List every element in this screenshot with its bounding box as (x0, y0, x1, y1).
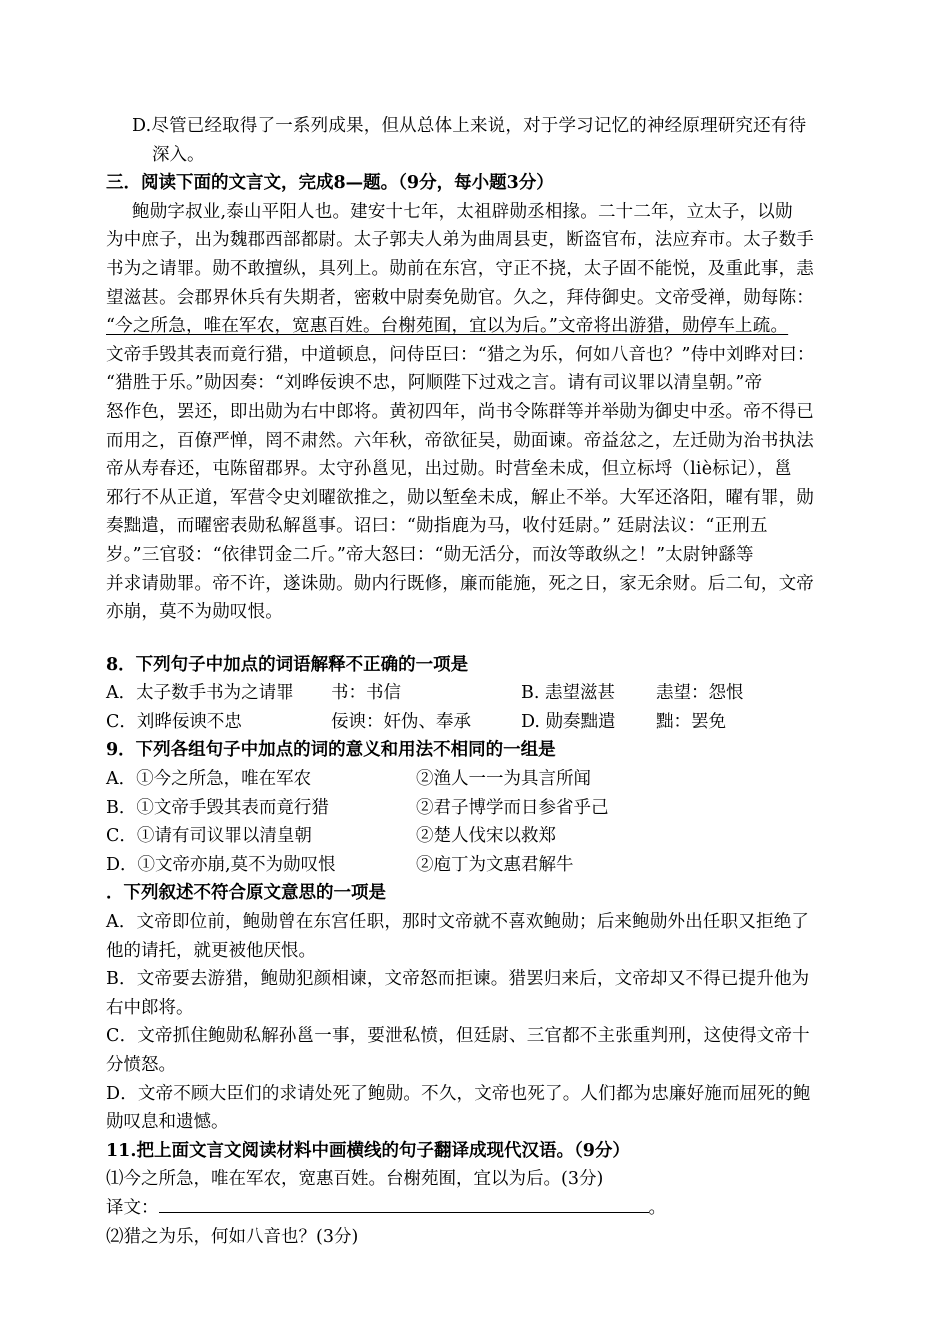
q9-option-row (106, 851, 880, 880)
q11-answer-end: 。 (648, 1197, 666, 1218)
q8-option-row (106, 708, 880, 737)
passage-line: 而用之，百僚严惮，罔不肃然。六年秋，帝欲征吴，勋面谏。帝益忿之，左迁勋为治书执法 (106, 430, 814, 451)
q9-option-b-2: ②君子博学而日参省乎己 (416, 797, 609, 818)
passage-line: 邪行不从正道，军营令史刘曜欲推之，勋以堑垒未成，解止不举。大军还洛阳，曜有罪，勋 (106, 487, 814, 508)
passage-line: 文帝手毁其表而竟行猎，中道顿息，问侍臣曰：“猎之为乐，何如八音也？”侍中刘晔对曰： (106, 344, 815, 365)
section-gap (106, 627, 880, 651)
q10-title: ．下列叙述不符合原文意思的一项是 (106, 883, 386, 904)
q10-option-line: C．文帝抓住鲍勋私解孙邕一事，要泄私愤，但廷尉、三官都不主张重判刑，这使得文帝十 (106, 1026, 810, 1047)
q11-item-1: ⑴今之所急，唯在军农，宽惠百姓。台榭苑囿，宜以为后。(3分) (106, 1169, 604, 1190)
q8-option-d: D. 勋奏黜遣 (521, 711, 616, 732)
passage-line: 岁。”三官驳：“依律罚金二斤。”帝大怒曰：“勋无活分，而汝等敢纵之！”太尉钟繇等 (106, 544, 754, 565)
q8-option-a-gloss: 书：书信 (331, 683, 401, 704)
passage (106, 198, 880, 627)
passage-line: 帝从寿春还，屯陈留郡界。太守孙邕见，出过勋。时营垒未成，但立标埒（liè标记），邕 (106, 459, 792, 480)
q10-option-line: A．文帝即位前，鲍勋曾在东宫任职，那时文帝就不喜欢鲍勋；后来鲍勋外出任职又拒绝了 (106, 912, 810, 933)
q10-option-line: D．文帝不顾大臣们的求请处死了鲍勋。不久，文帝也死了。人们都为忠廉好施而屈死的鲍 (106, 1083, 811, 1104)
answer-blank-line[interactable] (159, 1194, 649, 1213)
passage-line: “猎胜于乐。”勋因奏：“刘晔佞谀不忠，阿顺陛下过戏之言。请有司议罪以清皇朝。”帝 (106, 373, 763, 394)
passage-line: 亦崩，莫不为勋叹恨。 (106, 602, 283, 623)
prev-option-d-line2: 深入。 (152, 144, 205, 165)
q9-option-b-1: B．①文帝手毁其表而竟行猎 (106, 797, 329, 818)
passage-line: 奏黜遣，而曜密表勋私解邕事。诏曰：“勋指鹿为马，收付廷尉。” 廷尉法议：“正刑五 (106, 516, 768, 537)
q11-title: 11.把上面文言文阅读材料中画横线的句子翻译成现代汉语。（9分） (106, 1140, 630, 1161)
q8-option-c: C．刘晔佞谀不忠 (106, 711, 242, 732)
q8-option-d-gloss: 黜：罢免 (656, 711, 726, 732)
q8-title: 8．下列句子中加点的词语解释不正确的一项是 (106, 654, 469, 675)
q10-option-line: 右中郎将。 (106, 997, 194, 1018)
q8-option-a: A．太子数手书为之请罪 (106, 683, 294, 704)
question-10 (106, 879, 880, 1136)
q8-option-b-gloss: 恚望：怨恨 (656, 683, 744, 704)
q8-option-row (106, 679, 880, 708)
q8-option-b: B. 恚望滋甚 (521, 683, 615, 704)
q9-option-row (106, 822, 880, 851)
passage-line: 书为之请罪。勋不敢擅纵，具列上。勋前在东宫，守正不挠，太子固不能悦，及重此事，恚 (106, 258, 814, 279)
passage-line: 鲍勋字叔业,泰山平阳人也。建安十七年，太祖辟勋丞相掾。二十二年，立太子，以勋 (132, 201, 793, 222)
q11-item-2: ⑵猎之为乐，何如八音也？(3分) (106, 1226, 359, 1247)
q8-option-c-gloss: 佞谀：奸伪、奉承 (331, 711, 471, 732)
passage-line: 为中庶子，出为魏郡西部都尉。太子郭夫人弟为曲周县吏，断盗官布，法应弃市。太子数手 (106, 230, 814, 251)
q9-option-a-2: ②渔人一一为具言所闻 (416, 769, 591, 790)
q9-option-c-2: ②楚人伐宋以救郑 (416, 826, 556, 847)
question-8 (106, 651, 880, 737)
q11-answer-row (106, 1194, 880, 1223)
prev-option-d-line1: D.尽管已经取得了一系列成果，但从总体上来说，对于学习记忆的神经原理研究还有待 (132, 116, 807, 136)
q11-answer-label: 译文： (106, 1197, 159, 1218)
q10-option-line: 分愤怒。 (106, 1055, 176, 1075)
q9-title: 9．下列各组句子中加点的词的意义和用法不相同的一组是 (106, 740, 556, 761)
q9-option-a-1: A．①今之所急，唯在军农 (106, 769, 312, 790)
q10-option-line: B．文帝要去游猎，鲍勋犯颜相谏，文帝怒而拒谏。猎罢归来后，文帝却又不得已提升他为 (106, 969, 810, 990)
question-11 (106, 1137, 880, 1251)
q9-option-d-1: D．①文帝亦崩,莫不为勋叹恨 (106, 854, 336, 875)
section-heading: 三．阅读下面的文言文，完成8—题。（9分，每小题3分） (106, 173, 554, 194)
q9-option-row (106, 765, 880, 794)
q10-option-line: 勋叹息和遗憾。 (106, 1112, 229, 1133)
q9-option-c-1: C．①请有司议罪以清皇朝 (106, 826, 312, 847)
q10-option-line: 他的请托，就更被他厌恨。 (106, 940, 316, 961)
question-9 (106, 736, 880, 879)
passage-line: 怒作色，罢还，即出勋为右中郎将。黄初四年，尚书令陈群等并举勋为御史中丞。帝不得已 (106, 401, 814, 422)
passage-line: 望滋甚。会郡界休兵有失期者，密敕中尉奏免勋官。久之，拜侍御史。文帝受禅，勋每陈： (106, 287, 814, 308)
q9-option-row (106, 794, 880, 823)
passage-line-underlined: “今之所急，唯在军农，宽惠百姓。台榭苑囿，宜以为后。”文帝将出游猎，勋停车上疏。 (106, 316, 789, 337)
q9-option-d-2: ②庖丁为文惠君解牛 (416, 854, 574, 875)
passage-line: 并求请勋罪。帝不许，遂诛勋。勋内行既修，廉而能施，死之日，家无余财。后二旬，文帝 (106, 573, 814, 594)
